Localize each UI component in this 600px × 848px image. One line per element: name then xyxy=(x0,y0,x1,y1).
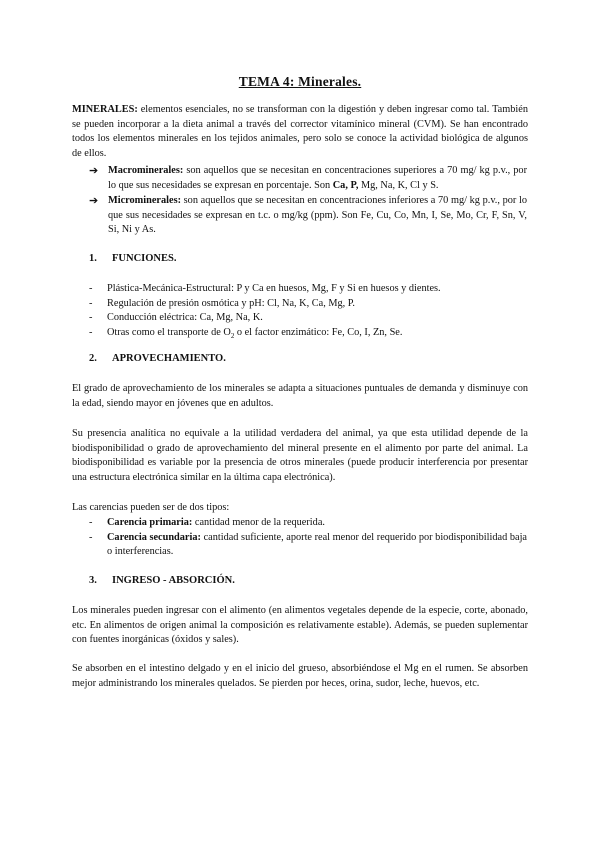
arrow-icon: ➔ xyxy=(89,165,99,177)
intro-text: elementos esenciales, no se transforman con la digestión y deben ingresar como tal. También se pueden incorporar a la dieta animal a través del corrector vitamínico mineral (CVM). Se han encontrado todos los elementos minerales en los tejidos animales, pero solo se conoce la actividad biológica de algunos de ellos. xyxy=(72,104,528,159)
ingreso-paragraph-1: Los minerales pueden ingresar con el alimento (en alimentos vegetales depende de la especie, corte, abonado, etc. En alimentos de origen animal la composición es relativamente estable). Además, se pueden suplementar con fuentes inorgánicas (óxidos y sales). xyxy=(72,605,528,646)
section-title: INGRESO - ABSORCIÓN. xyxy=(112,575,235,586)
dash-bullet: - xyxy=(89,283,93,294)
arrow-icon: ➔ xyxy=(89,195,99,207)
list-item xyxy=(89,516,527,531)
section-heading-funciones xyxy=(89,253,176,264)
list-item xyxy=(89,311,527,326)
section-number: 1. xyxy=(89,253,97,264)
section-title: APROVECHAMIENTO. xyxy=(112,353,226,364)
list-item-text: Plástica-Mecánica-Estructural: P y Ca en huesos, Mg, F y Si en huesos y dientes. xyxy=(107,283,441,294)
list-item xyxy=(89,282,527,297)
carencia-text: cantidad menor de la requerida. xyxy=(192,517,325,528)
dash-bullet: - xyxy=(89,312,93,324)
carencia-term: Carencia secundaria: xyxy=(107,531,201,543)
microminerales-text: son aquellos que se necesitan en concentraciones inferiores a 70 mg/ kg p.v., por lo que sus necesidades se expresan en t.c. o mg/kg (ppm). Son Fe, Cu, Co, Mn, I, Se, Mo, Cr, F, Sn, V, Si, Ni y As. xyxy=(108,195,527,236)
macrominerales-bold: Ca, P, xyxy=(332,179,359,191)
dash-bullet: - xyxy=(89,297,93,309)
microminerales-term: Microminerales: xyxy=(108,195,182,206)
aprovechamiento-paragraph-2: Su presencia analítica no equivale a la utilidad verdadera del animal, ya que esta utilidad depende de la biodisponibilidad o grado de aprovechamiento del mineral presente en el alimento por parte del animal. La biodisponibilidad es variable por la presencia de otros minerales (puede producir interferencia por presentar una estructura electrónica similar en la última capa electrónica). xyxy=(72,428,528,483)
section-title: FUNCIONES. xyxy=(112,253,177,264)
section-heading-aprovechamiento xyxy=(89,353,226,364)
macrominerales-text-end: Mg, Na, K, Cl y S. xyxy=(358,179,439,191)
list-item-text: o el factor enzimático: Fe, Co, I, Zn, Se. xyxy=(234,326,403,338)
list-item-text: Otras como el transporte de O xyxy=(107,326,231,338)
ingreso-paragraph-2: Se absorben en el intestino delgado y en el inicio del grueso, absorbiéndose el Mg en el rumen. Se absorben mejor administrando los minerales quelados. Se pierden por heces, orina, sudor, leche, huevos, etc. xyxy=(72,663,528,689)
carencias-list xyxy=(89,516,527,560)
microminerales-item xyxy=(89,194,527,238)
macrominerales-term: Macrominerales: xyxy=(108,165,184,176)
macrominerales-item xyxy=(89,164,527,193)
section-number: 3. xyxy=(89,575,97,586)
carencias-intro: Las carencias pueden ser de dos tipos: xyxy=(72,502,230,513)
list-item xyxy=(89,297,527,312)
list-item xyxy=(89,326,527,344)
intro-term: MINERALES: xyxy=(72,104,138,115)
macrominerales-text: son aquellos que se necesitan en concentraciones superiores a 70 mg/ kg p.v., por lo que sus necesidades se expresan en porcentaje. Son xyxy=(108,165,527,191)
aprovechamiento-paragraph-1: El grado de aprovechamiento de los minerales se adapta a situaciones puntuales de demanda y disminuye con la edad, siendo mayor en jóvenes que en adultos. xyxy=(72,383,528,409)
carencia-text: cantidad suficiente, aporte real menor del requerido por biodisponibilidad baja o interferencias. xyxy=(107,531,528,558)
carencia-term: Carencia primaria: xyxy=(107,517,193,528)
list-item-text: Conducción eléctrica: Ca, Mg, Na, K. xyxy=(107,312,263,324)
section-heading-ingreso xyxy=(89,575,235,586)
page-title: TEMA 4: Minerales. xyxy=(238,74,362,89)
list-item xyxy=(89,531,527,560)
section-number: 2. xyxy=(89,353,97,364)
dash-bullet: - xyxy=(89,517,93,528)
intro-paragraph xyxy=(72,103,528,161)
list-item-text: Regulación de presión osmótica y pH: Cl, Na, K, Ca, Mg, P. xyxy=(107,297,355,309)
funciones-list xyxy=(89,282,527,343)
dash-bullet: - xyxy=(89,326,93,338)
subscript: 2 xyxy=(230,331,235,340)
dash-bullet: - xyxy=(89,531,93,543)
